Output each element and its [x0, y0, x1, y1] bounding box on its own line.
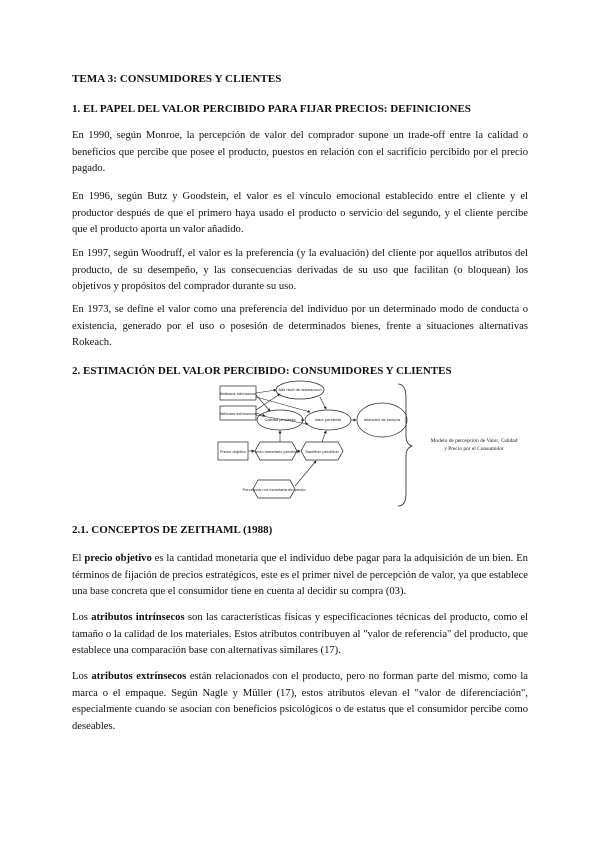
term-objective-price: precio objetivo: [84, 553, 152, 564]
paragraph-objective-price: [72, 551, 528, 601]
node-objective-price: [218, 442, 248, 460]
node-non-monetary-price: [243, 480, 307, 498]
node-intrinsic-label: Atributos intrínsecos: [219, 391, 257, 396]
text-run: están relacionados con el producto, pero no forman parte del mismo, como la marca o el empaque. Según Nagle y Müller (17), estos atributos elevan el "valor de diferenciación", especialmente cuando se asocian con beneficios psicológicos o de estatus que el consumidor percibe como deseables.: [72, 671, 528, 732]
node-purchase-label: Intención de compra: [363, 417, 401, 422]
section-2-heading: 2. ESTIMACIÓN DEL VALOR PERCIBIDO: CONSUMIDORES Y CLIENTES: [72, 365, 452, 377]
diagram-caption-line2: y Precio por el Consumidor: [444, 446, 504, 452]
node-intrinsic-attributes: [220, 386, 256, 400]
section-1-heading: 1. EL PAPEL DEL VALOR PERCIBIDO PARA FIJAR PRECIOS: DEFINICIONES: [72, 103, 471, 115]
node-abstraction: [276, 381, 324, 399]
paragraph-butz-goodstein: En 1996, según Butz y Goodstein, el valor es el vínculo emocional establecido entre el cliente y el productor después de que el primero haya usado el producto o servicio del segundo, y el cliente percibe que el producto aporta un valor añadido.: [72, 191, 528, 235]
node-extrinsic-label: Atributos extrínsecos: [219, 411, 257, 416]
node-perceived-quality: [257, 410, 303, 430]
node-monetary-price-label: Precio monetario percibido: [252, 449, 300, 454]
value-perception-diagram: [210, 380, 550, 510]
text-run: son las características físicas y especificaciones técnicas del producto, como el tamaño o la calidad de los materiales. Estos atributos contribuyen al "valor de referencia" del producto, que establece una comparación base con alternativas similares (17).: [72, 612, 528, 656]
paragraph-rokeach: En 1973, se define el valor como una preferencia del individuo por un determinado modo de conducta o existencia, generado por el uso o posesión de determinados bienes, frente a situaciones alternativas Rokeach.: [72, 304, 528, 348]
document-title: TEMA 3: CONSUMIDORES Y CLIENTES: [72, 73, 282, 85]
diagram-svg: [210, 380, 550, 510]
node-value-label: Valor percibido: [314, 417, 342, 422]
paragraph-intrinsic-attributes: [72, 610, 528, 660]
node-quality-label: Calidad percibida: [264, 417, 296, 422]
text-run: es la cantidad monetaria que el individuo debe pagar para la adquisición de un bien. En términos de fijación de precios estratégicos, este es el primer nivel de percepción de valor, ya que establece una base concreta que el consumidor tiene en cuenta al decidir su compra (03).: [72, 553, 528, 597]
section-2-1-heading: 2.1. CONCEPTOS DE ZEITHAML (1988): [72, 524, 273, 536]
text-run: El: [72, 553, 85, 564]
node-perceived-value: [305, 410, 351, 430]
diagram-caption-line1: Modelo de percepción de Valor, Calidad: [430, 438, 518, 444]
node-abstraction-label: Alto nivel de abstracción: [278, 387, 322, 392]
node-objective-price-label: Precio objetivo: [219, 449, 247, 454]
node-perceived-sacrifice: [301, 442, 343, 460]
paragraph-extrinsic-attributes: [72, 669, 528, 735]
node-purchase-intention: [357, 403, 407, 437]
paragraph-woodruff: En 1997, según Woodruff, el valor es la preferencia (y la evaluación) del cliente por aquellos atributos del producto, de su desempeño, y las consecuencias derivadas de su uso que facilitan (o bloquean) los objetivos y propósitos del comprador durante su uso.: [72, 248, 528, 292]
paragraph-monroe: En 1990, según Monroe, la percepción de valor del comprador supone un trade-off entre la calidad o beneficios que percibe que posee el producto, puestos en relación con el sacrificio percibido por el precio pagado.: [72, 130, 528, 174]
text-run: Los: [72, 671, 92, 682]
diagram-brace: [398, 384, 412, 506]
text-run: Los: [72, 612, 92, 623]
term-intrinsic-attributes: atributos intrínsecos: [91, 612, 185, 623]
node-monetary-price: [252, 442, 300, 460]
node-extrinsic-attributes: [219, 406, 256, 420]
node-non-monetary-label: Percepción no monetaria del precio: [242, 487, 306, 492]
diagram-arrows: [248, 390, 356, 486]
node-sacrifice-label: Sacrificio percibido: [305, 449, 339, 454]
term-extrinsic-attributes: atributos extrínsecos: [91, 671, 187, 682]
